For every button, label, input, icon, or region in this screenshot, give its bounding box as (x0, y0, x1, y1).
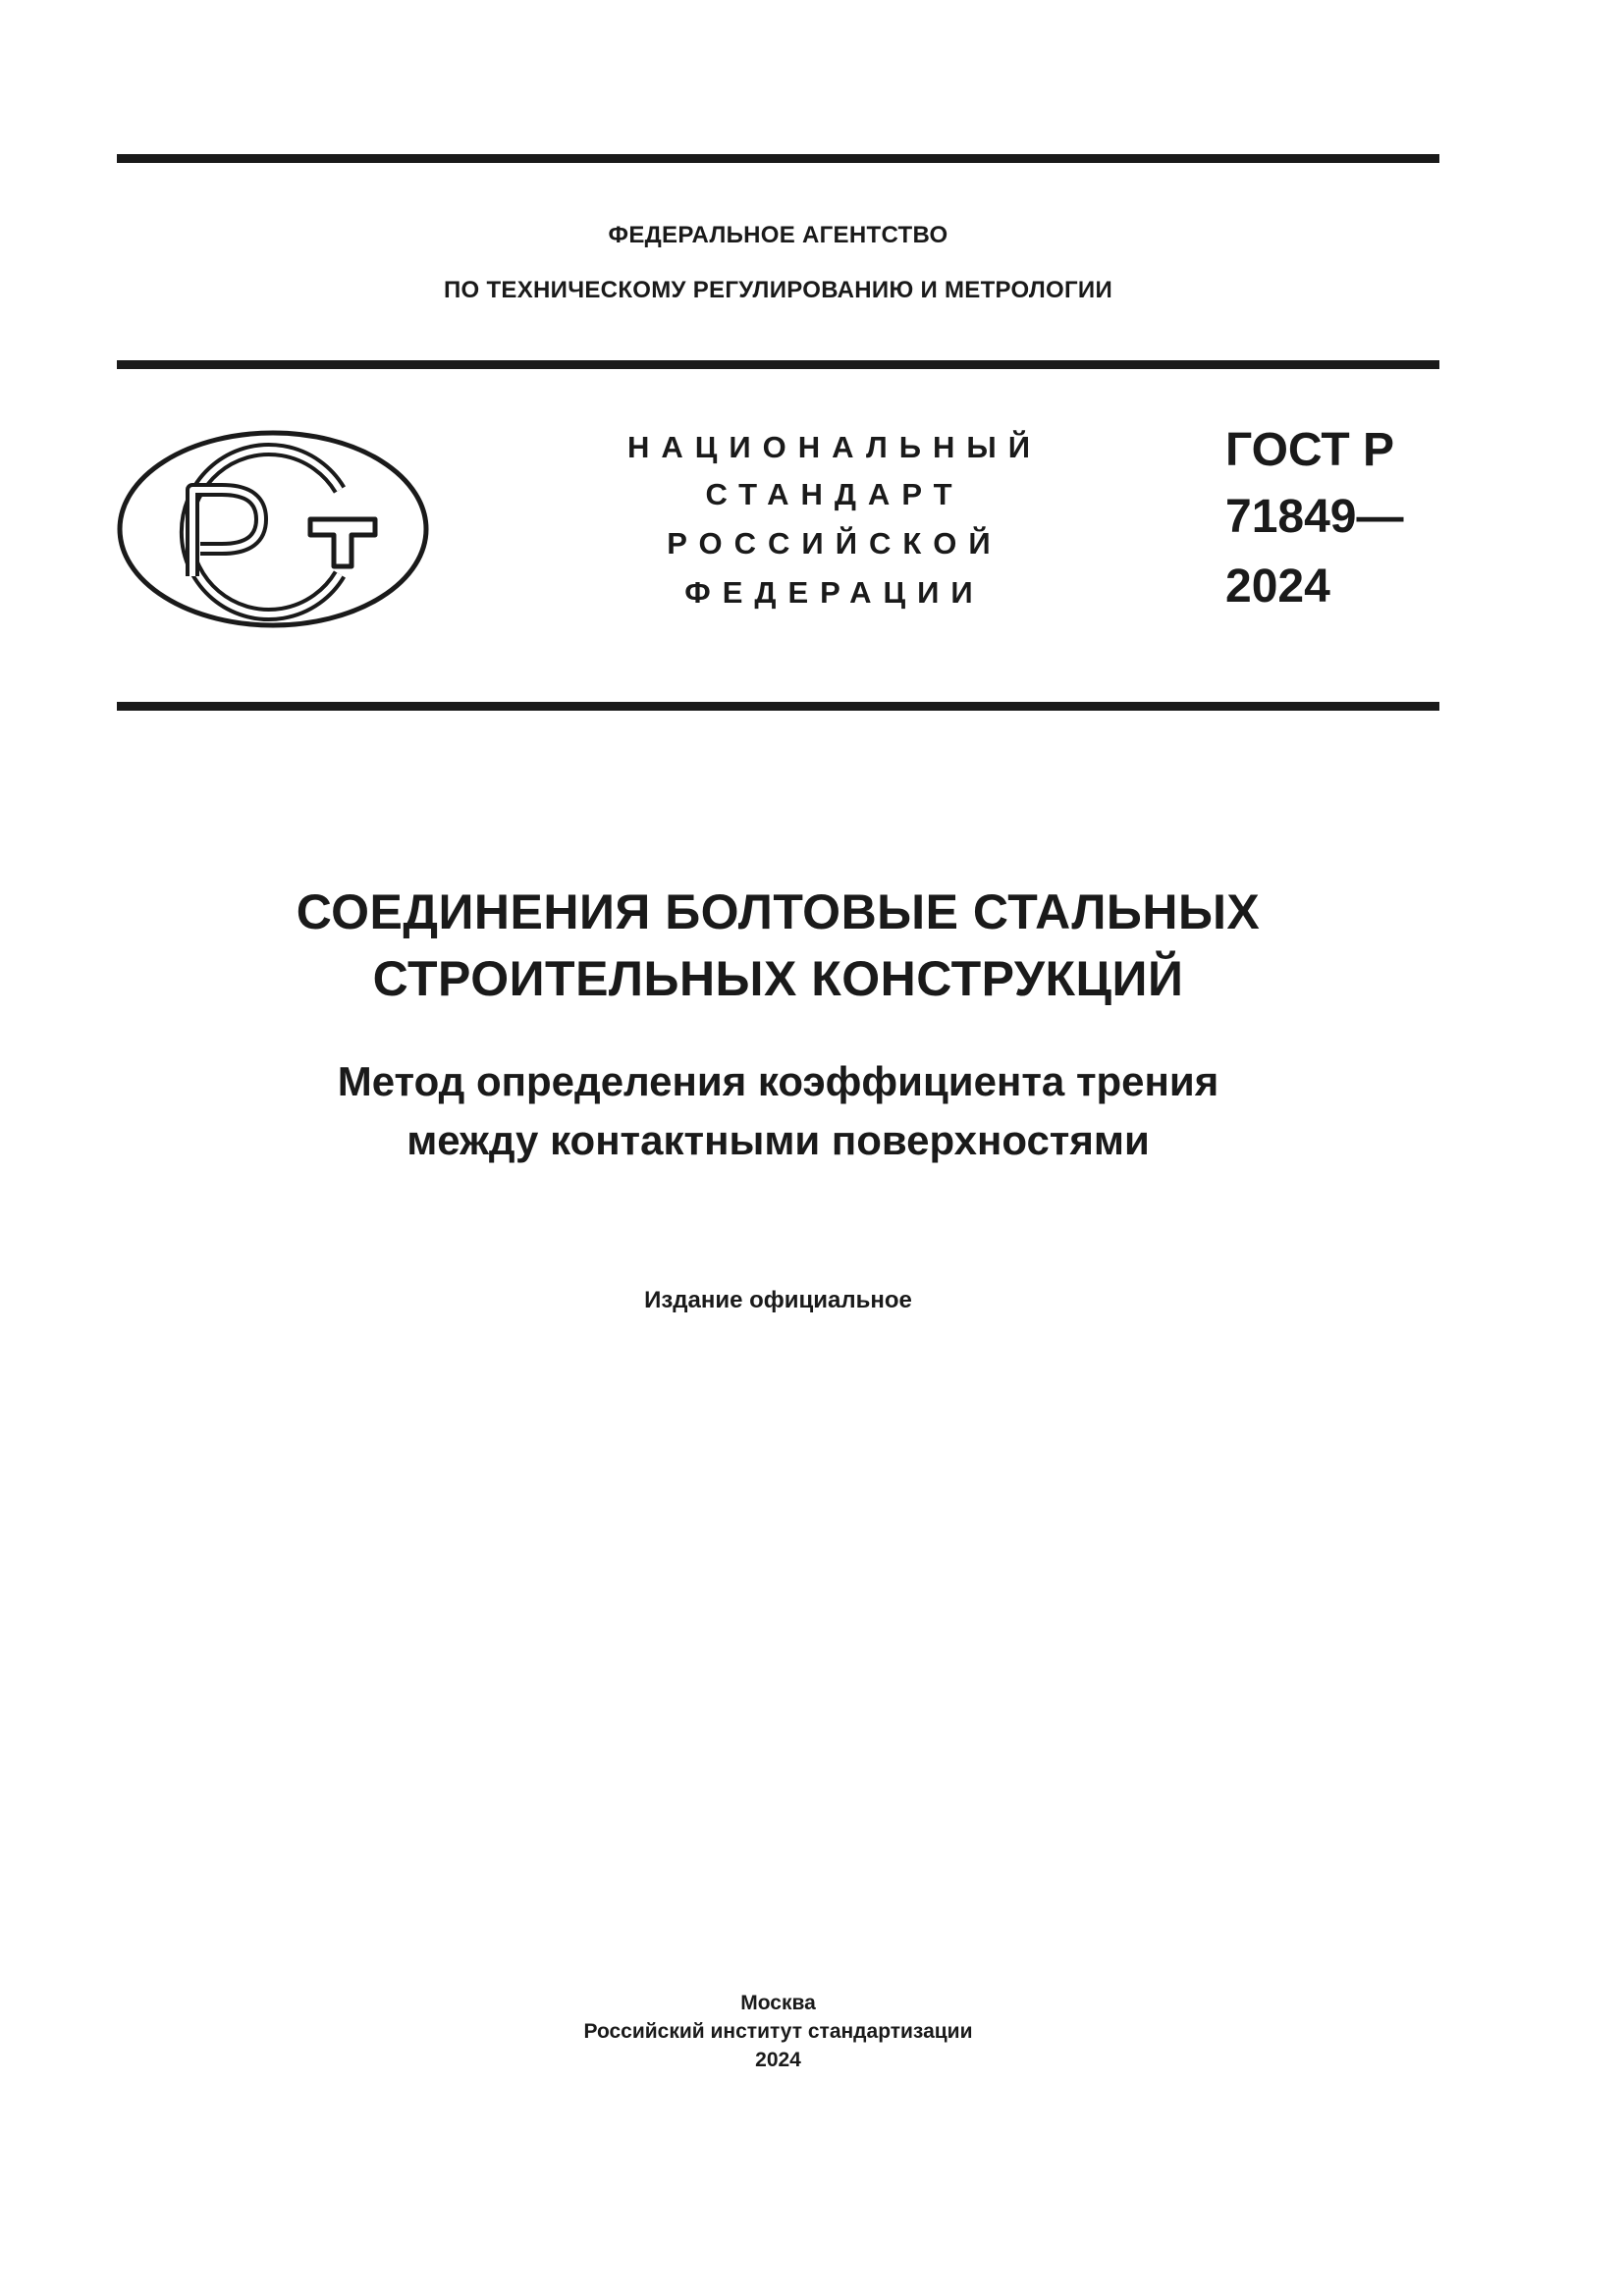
document-subtitle-line-1: Метод определения коэффициента трения (337, 1058, 1219, 1104)
agency-name-line-2: ПО ТЕХНИЧЕСКОМУ РЕГУЛИРОВАНИЮ И МЕТРОЛОГИИ (443, 277, 1113, 303)
standard-designation-line: 71849— (1225, 491, 1404, 543)
publisher-name: Российский институт стандартизации (583, 2020, 973, 2043)
standard-designation-line: ГОСТ Р (1225, 424, 1395, 476)
publication-city: Москва (740, 1992, 816, 2014)
rst-certification-logo-icon (116, 429, 430, 630)
national-standard-line: ФЕДЕРАЦИИ (684, 575, 985, 610)
standard-designation-line: 2024 (1225, 561, 1330, 613)
publication-year: 2024 (755, 2049, 801, 2071)
document-title-line-2: СТРОИТЕЛЬНЫХ КОНСТРУКЦИЙ (372, 951, 1184, 1006)
bottom-rule (117, 702, 1439, 711)
national-standard-line: СТАНДАРТ (705, 477, 964, 511)
national-standard-line: РОССИЙСКОЙ (667, 526, 1002, 561)
top-rule (117, 154, 1439, 163)
middle-rule (117, 360, 1439, 369)
national-standard-line: НАЦИОНАЛЬНЫЙ (626, 430, 1043, 464)
agency-name-line-1: ФЕДЕРАЛЬНОЕ АГЕНТСТВО (608, 222, 948, 248)
document-subtitle-line-2: между контактными поверхностями (406, 1117, 1150, 1163)
edition-label: Издание официальное (644, 1287, 912, 1313)
document-title-line-1: СОЕДИНЕНИЯ БОЛТОВЫЕ СТАЛЬНЫХ (296, 884, 1261, 939)
